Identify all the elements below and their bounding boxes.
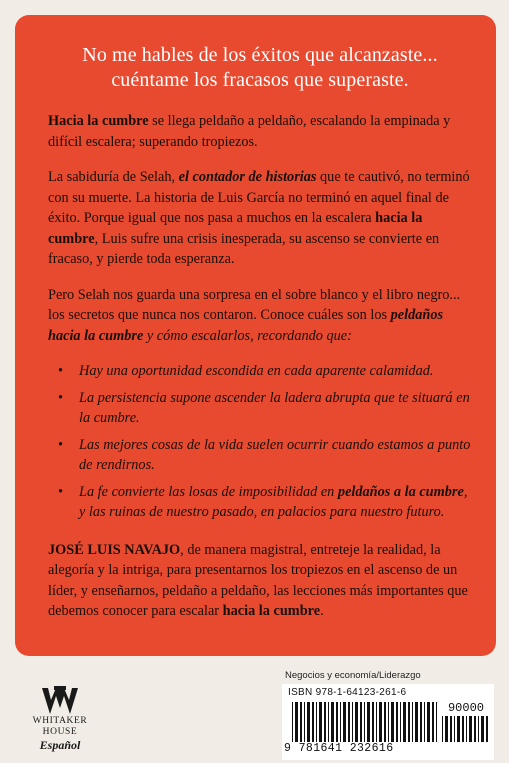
bullet-item xyxy=(48,482,472,523)
price-code: 90000 xyxy=(447,701,484,715)
paragraph-story xyxy=(48,167,472,270)
bullet-dot-icon: • xyxy=(58,436,64,453)
bold-title: hacia la cumbre xyxy=(222,603,321,619)
back-cover-panel xyxy=(15,15,496,656)
text: Pero Selah nos guarda una sorpresa en el sobre blanco y el libro negro... los secretos que nunca nos contaron. Conoce cuáles son los xyxy=(48,286,461,323)
publisher-line-1: WHITAKER xyxy=(32,716,88,726)
text: La sabiduría de Selah, xyxy=(48,169,179,185)
bullet-item xyxy=(48,435,472,476)
paragraph-author xyxy=(48,540,472,622)
barcode-box xyxy=(282,684,494,760)
bold-title: hacia la cumbre xyxy=(48,210,423,247)
text: Hay una oportunidad escondida en cada aparente calamidad. xyxy=(79,363,434,379)
isbn-text: ISBN 978-1-64123-261-6 xyxy=(288,687,407,698)
paragraph-secrets xyxy=(48,285,472,347)
italic-text: y cómo escalarlos, recordando que: xyxy=(143,327,352,344)
text: La persistencia supone ascender la ladera abrupta que te situará en la cumbre. xyxy=(79,389,470,426)
text: La fe convierte las losas de imposibilidad en xyxy=(79,483,338,500)
paragraph-intro xyxy=(48,111,472,152)
publisher-imprint: Español xyxy=(39,738,81,752)
bullet-item xyxy=(48,388,472,429)
text: , Luis sufre una crisis inesperada, su ascenso se convierte en fracaso, y pierde toda esperanza. xyxy=(48,230,440,267)
bullet-dot-icon: • xyxy=(58,483,64,500)
author-name: JOSÉ LUIS NAVAJO xyxy=(48,541,181,558)
publisher-w-icon xyxy=(40,686,80,716)
publisher-line-2: HOUSE xyxy=(42,727,78,737)
bold-italic-text: peldaños hacia la cumbre xyxy=(48,307,444,344)
bold-title: Hacia la cumbre xyxy=(48,113,149,129)
cover-footer xyxy=(0,656,509,763)
bullet-list xyxy=(48,361,472,523)
bold-italic-text: el contador de historias xyxy=(178,169,317,185)
category-label: Negocios y economía/Liderazgo xyxy=(285,670,421,681)
ean-digits: 9 781641 232616 xyxy=(284,742,394,755)
text: , de manera magistral, entreteje la realidad, la alegoría y la intriga, para presentarnos los tropiezos en el ascenso de un líder, y enseñarnos, peldaño a peldaño, las lecciones más importantes que debemos conocer para escalar xyxy=(48,541,468,619)
headline-line-2: cuéntame los fracasos que superaste. xyxy=(111,69,409,91)
bullet-item xyxy=(48,361,472,382)
text: . xyxy=(320,603,324,619)
publisher-name xyxy=(20,716,100,738)
text: , y las ruinas de nuestro pasado, en palacios para nuestro futuro. xyxy=(79,483,468,520)
headline-quote xyxy=(48,43,472,93)
barcode-icon xyxy=(292,702,438,742)
bullet-dot-icon: • xyxy=(58,389,64,406)
publisher-logo xyxy=(20,686,100,756)
text: se llega peldaño a peldaño, escalando la empinada y difícil escalera; superando tropiezos. xyxy=(48,113,451,150)
text: Las mejores cosas de la vida suelen ocurrir cuando estamos a punto de rendirnos. xyxy=(79,436,471,473)
bullet-dot-icon: • xyxy=(58,363,64,379)
barcode-addon-icon xyxy=(442,716,490,742)
text: que te cautivó, no terminó con su muerte. La historia de Luis García no terminó en aquel final de éxito. Porque igual que nos pasa a muchos en la escalera xyxy=(48,169,470,226)
bold-italic-text: peldaños a la cumbre xyxy=(337,483,464,500)
headline-line-1: No me hables de los éxitos que alcanzaste... xyxy=(82,44,438,66)
